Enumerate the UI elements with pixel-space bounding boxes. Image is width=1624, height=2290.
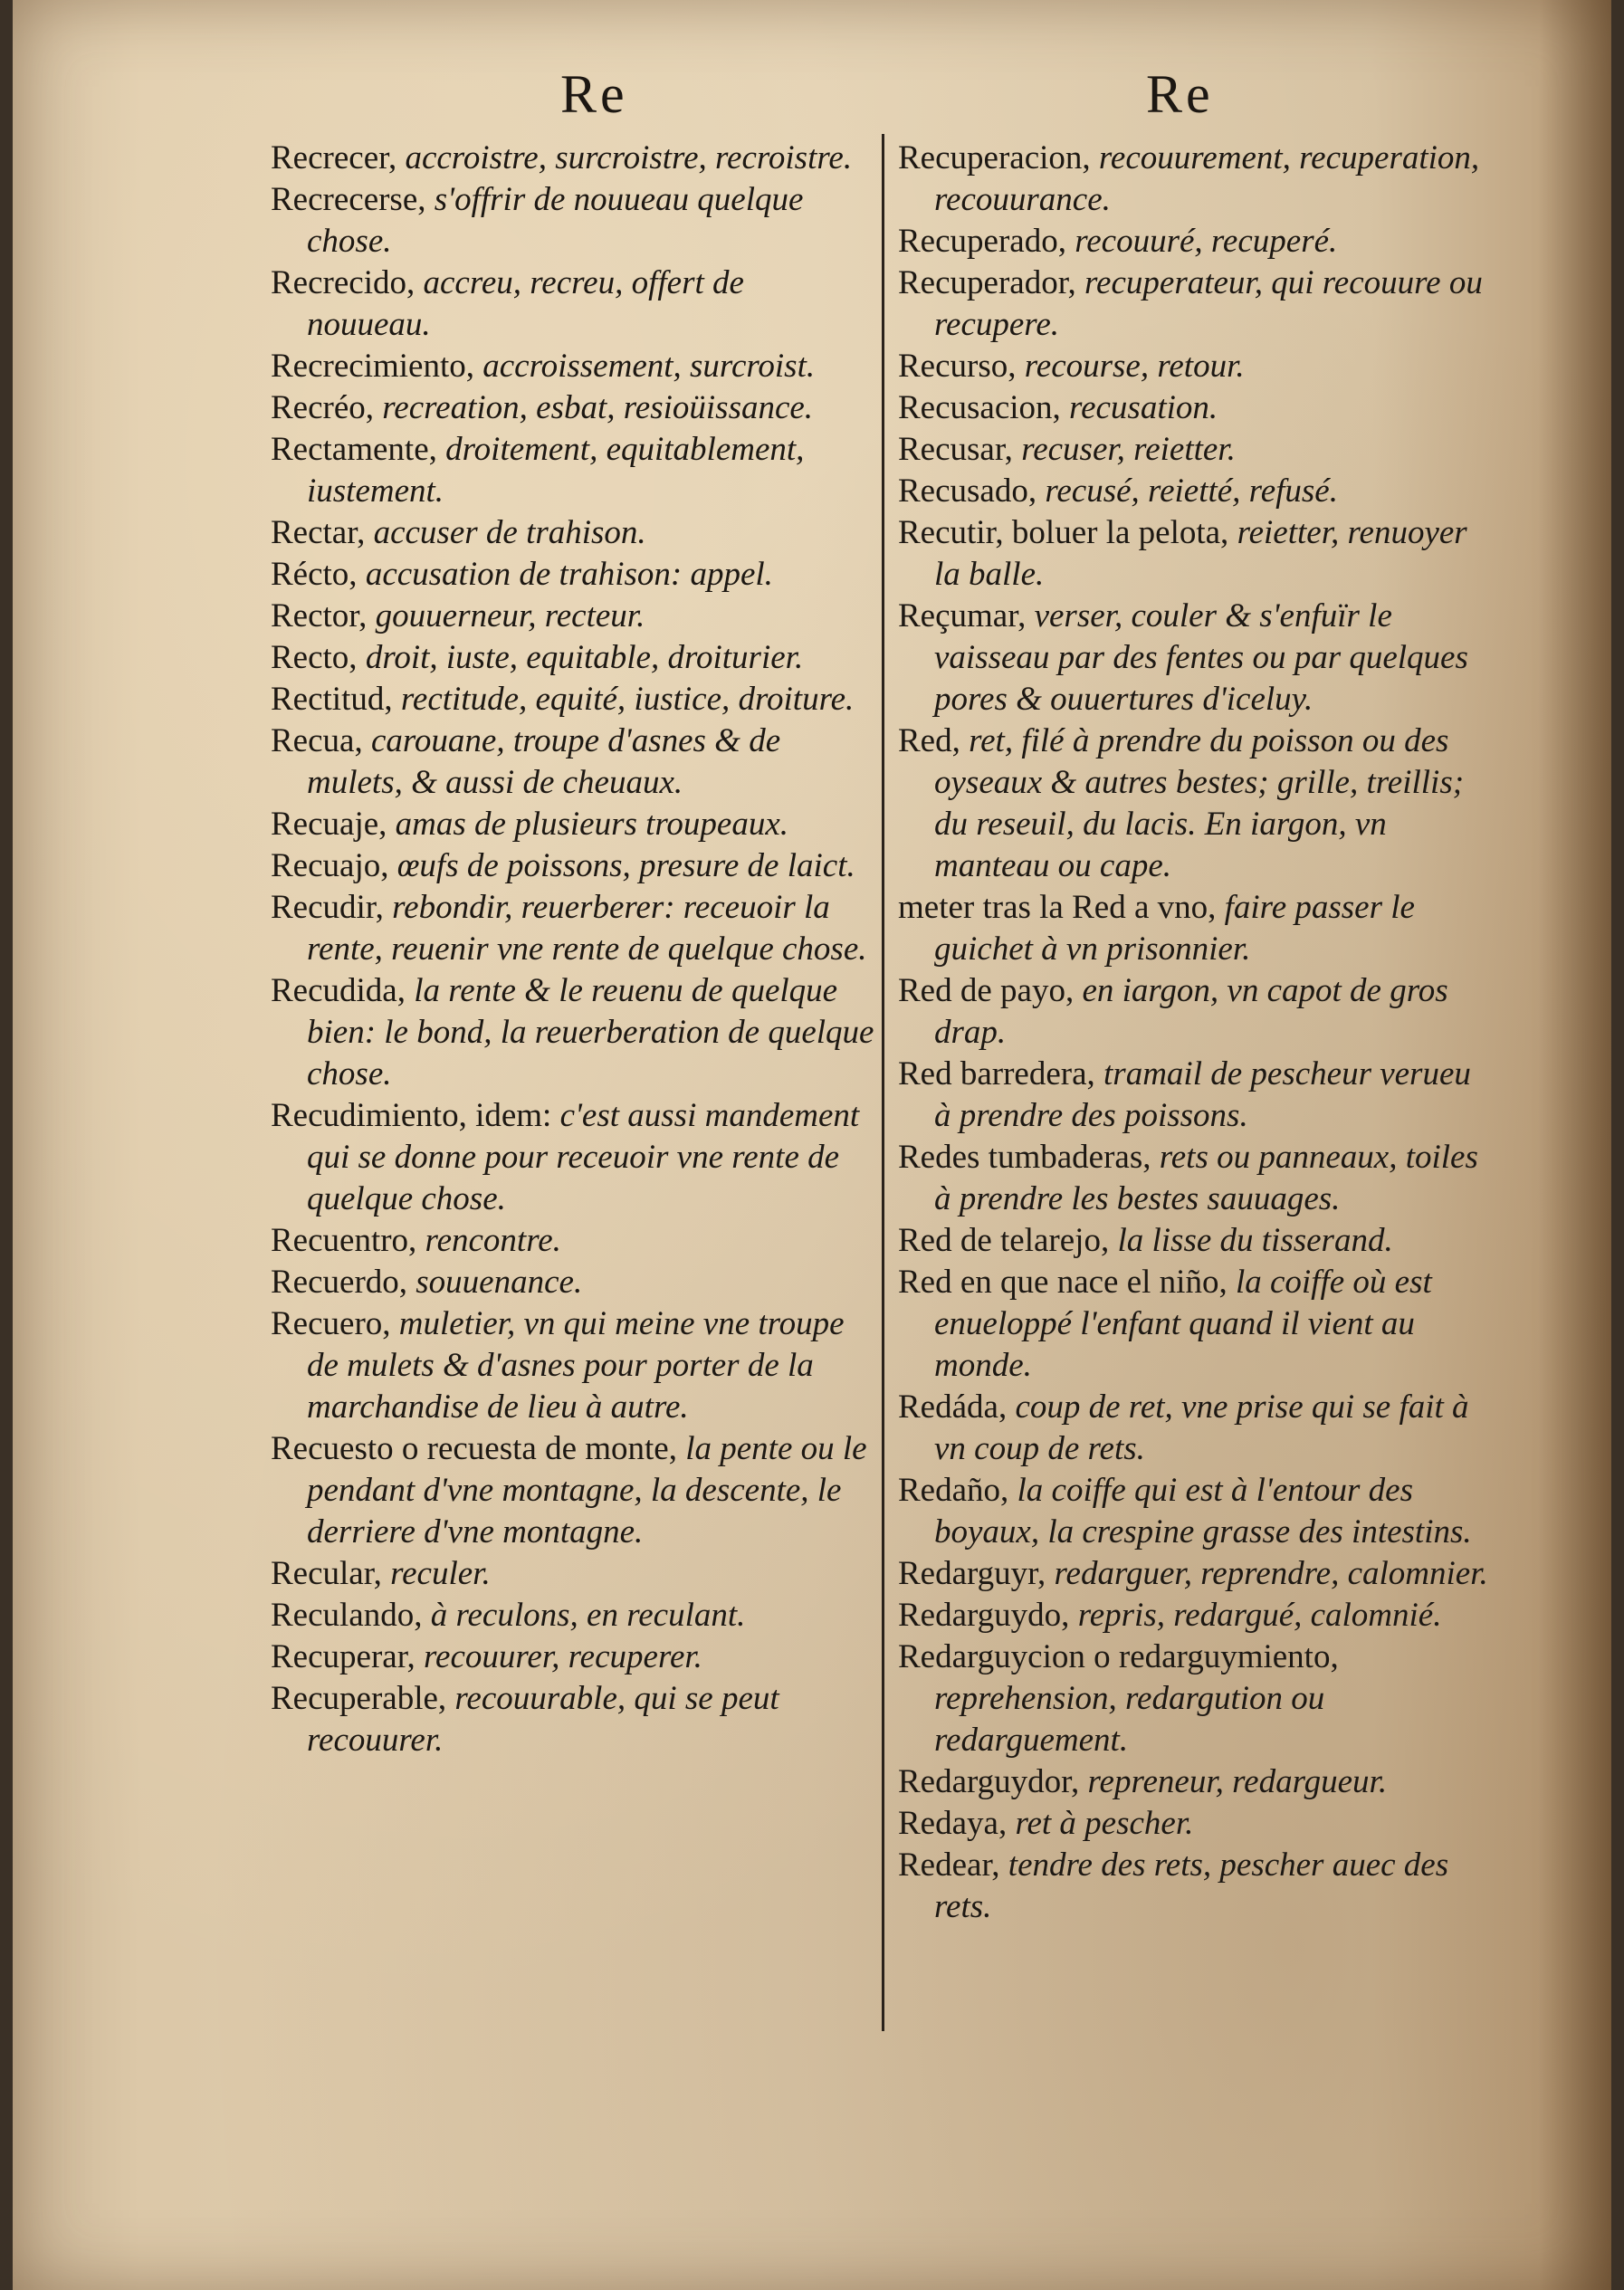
dictionary-entry	[898, 596, 1495, 720]
entry-gloss: recuperateur, qui recouure ou recupere.	[934, 264, 1483, 343]
entry-lemma: Reculando,	[271, 1597, 423, 1634]
entry-lemma: Recudimiento, idem:	[271, 1097, 552, 1134]
entry-lemma: Red,	[898, 722, 960, 759]
entry-gloss: accroistre, surcroistre, recroistre.	[405, 139, 853, 177]
entry-gloss: recourse, retour.	[1024, 348, 1245, 385]
entry-lemma: Redes tumbaderas,	[898, 1139, 1151, 1176]
entry-lemma: Recrecimiento,	[271, 348, 474, 385]
entry-lemma: Red de payo,	[898, 972, 1075, 1009]
entry-lemma: Recua,	[271, 722, 363, 759]
entry-lemma: Recto,	[271, 639, 358, 676]
page-shadow	[1539, 0, 1611, 2290]
entry-lemma: Recuperable,	[271, 1680, 447, 1717]
dictionary-entry	[271, 1595, 875, 1636]
entry-lemma: Recuperado,	[898, 223, 1066, 260]
entry-gloss: rectitude, equité, iustice, droiture.	[400, 681, 855, 718]
entry-lemma: Recuperacion,	[898, 139, 1091, 177]
entry-gloss: droit, iuste, equitable, droiturier.	[365, 639, 804, 676]
entry-lemma: Recuaje,	[271, 806, 387, 843]
entry-gloss: rebondir, reuerberer: receuoir la rente, reuenir vne rente de quelque chose.	[307, 889, 867, 968]
dictionary-entry	[898, 1803, 1495, 1845]
entry-lemma: Red barredera,	[898, 1055, 1095, 1093]
dictionary-entry	[898, 1761, 1495, 1803]
left-column	[271, 138, 875, 1761]
dictionary-entry	[898, 346, 1495, 387]
entry-gloss: amas de plusieurs troupeaux.	[395, 806, 789, 843]
entry-gloss: accreu, recreu, offert de nouueau.	[307, 264, 744, 343]
entry-lemma: Recuesto o recuesta de monte,	[271, 1430, 677, 1467]
entry-lemma: Recrecerse,	[271, 181, 426, 218]
dictionary-entry	[271, 887, 875, 970]
entry-lemma: Redarguycion o redarguymiento,	[898, 1638, 1339, 1675]
dictionary-entry	[271, 1636, 875, 1678]
entry-lemma: Recuajo,	[271, 847, 389, 884]
entry-lemma: Recuerdo,	[271, 1264, 408, 1301]
entry-lemma: Recudida,	[271, 972, 406, 1009]
dictionary-entry	[271, 387, 875, 429]
entry-gloss: recouuré, recuperé.	[1075, 223, 1338, 260]
dictionary-entry	[271, 804, 875, 845]
entry-gloss: à reculons, en reculant.	[430, 1597, 746, 1634]
entry-lemma: Recutir, boluer la pelota,	[898, 514, 1229, 551]
entry-gloss: carouane, troupe d'asnes & de mulets, & aussi de cheuaux.	[307, 722, 781, 801]
dictionary-entry	[271, 262, 875, 346]
entry-gloss: reculer.	[390, 1555, 491, 1592]
entry-gloss: tendre des rets, pescher auec des rets.	[934, 1846, 1449, 1925]
dictionary-entry	[271, 845, 875, 887]
entry-lemma: Recuero,	[271, 1305, 391, 1342]
entry-gloss: droitement, equitablement, iustement.	[307, 431, 805, 510]
entry-lemma: Recrecido,	[271, 264, 416, 301]
entry-lemma: Redarguyr,	[898, 1555, 1046, 1592]
entry-gloss: la pente ou le pendant d'vne montagne, la descente, le derriere d'vne montagne.	[307, 1430, 867, 1551]
entry-gloss: souuenance.	[416, 1264, 583, 1301]
entry-gloss: accusation de trahison: appel.	[365, 556, 773, 593]
entry-gloss: tramail de pescheur verueu à prendre des poissons.	[934, 1055, 1471, 1134]
dictionary-entry	[898, 512, 1495, 596]
dictionary-entry	[271, 554, 875, 596]
entry-gloss: faire passer le guichet à vn prisonnier.	[934, 889, 1415, 968]
dictionary-entry	[271, 1428, 875, 1553]
dictionary-entry	[898, 1845, 1495, 1928]
entry-gloss: ret, filé à prendre du poisson ou des oyseaux & autres bestes; grille, treillis; du reseuil, du lacis. En iargon, vn manteau ou cape.	[934, 722, 1465, 884]
entry-gloss: muletier, vn qui meine vne troupe de mulets & d'asnes pour porter de la marchandise de lieu à autre.	[307, 1305, 845, 1426]
book-page	[13, 0, 1611, 2290]
entry-gloss: reprehension, redargution ou redarguement.	[934, 1680, 1325, 1759]
entry-gloss: la coiffe qui est à l'entour des boyaux, la crespine grasse des intestins.	[934, 1472, 1472, 1551]
dictionary-entry	[271, 1678, 875, 1761]
entry-lemma: Recudir,	[271, 889, 384, 926]
entry-gloss: accuser de trahison.	[373, 514, 646, 551]
dictionary-entry	[898, 387, 1495, 429]
entry-lemma: Rector,	[271, 597, 368, 635]
dictionary-entry	[898, 1636, 1495, 1761]
entry-gloss: recouurer, recuperer.	[424, 1638, 702, 1675]
entry-gloss: repris, redargué, calomnié.	[1077, 1597, 1442, 1634]
dictionary-entry	[271, 720, 875, 804]
dictionary-entry	[271, 512, 875, 554]
entry-lemma: Recrecer,	[271, 139, 397, 177]
dictionary-entry	[271, 970, 875, 1095]
entry-lemma: Recusado,	[898, 472, 1037, 510]
dictionary-entry	[271, 179, 875, 262]
entry-lemma: Rectitud,	[271, 681, 393, 718]
dictionary-entry	[271, 637, 875, 679]
entry-gloss: recuser, reietter.	[1021, 431, 1236, 468]
entry-gloss: gouuerneur, recteur.	[375, 597, 645, 635]
entry-lemma: Recuperador,	[898, 264, 1076, 301]
entry-gloss: en iargon, vn capot de gros drap.	[934, 972, 1448, 1051]
entry-lemma: Reçumar,	[898, 597, 1027, 635]
entry-lemma: Recusar,	[898, 431, 1013, 468]
dictionary-entry	[898, 1054, 1495, 1137]
entry-gloss: ret à pescher.	[1015, 1805, 1194, 1842]
dictionary-entry	[271, 1262, 875, 1303]
dictionary-entry	[898, 1220, 1495, 1262]
dictionary-entry	[898, 1470, 1495, 1553]
dictionary-entry	[271, 596, 875, 637]
right-column	[898, 138, 1495, 1928]
entry-gloss: verser, couler & s'enfuïr le vaisseau par des fentes ou par quelques pores & ouuertures d'iceluy.	[934, 597, 1468, 718]
dictionary-entry	[898, 262, 1495, 346]
entry-gloss: recusation.	[1069, 389, 1218, 426]
entry-lemma: Récto,	[271, 556, 358, 593]
running-head-right: Re	[1146, 64, 1214, 124]
entry-gloss: rencontre.	[425, 1222, 561, 1259]
entry-gloss: reietter, renuoyer la balle.	[934, 514, 1467, 593]
column-divider	[882, 134, 884, 2031]
entry-gloss: redarguer, reprendre, calomnier.	[1054, 1555, 1488, 1592]
dictionary-entry	[898, 1387, 1495, 1470]
entry-gloss: recouurement, recuperation, recouurance.	[934, 139, 1480, 218]
dictionary-entry	[271, 679, 875, 720]
entry-lemma: Recuperar,	[271, 1638, 416, 1675]
entry-lemma: Recurso,	[898, 348, 1017, 385]
dictionary-entry	[898, 1137, 1495, 1220]
entry-lemma: Recréo,	[271, 389, 375, 426]
entry-gloss: recouurable, qui se peut recouurer.	[307, 1680, 779, 1759]
entry-lemma: Redear,	[898, 1846, 1000, 1884]
entry-gloss: repreneur, redargueur.	[1087, 1763, 1388, 1800]
dictionary-entry	[898, 1595, 1495, 1636]
entry-gloss: accroissement, surcroist.	[482, 348, 816, 385]
entry-lemma: meter tras la Red a vno,	[898, 889, 1217, 926]
entry-lemma: Recusacion,	[898, 389, 1061, 426]
dictionary-entry	[271, 346, 875, 387]
entry-gloss: la coiffe où est enueloppé l'enfant quand il vient au monde.	[934, 1264, 1432, 1384]
entry-lemma: Red en que nace el niño,	[898, 1264, 1228, 1301]
dictionary-entry	[898, 720, 1495, 887]
entry-lemma: Rectar,	[271, 514, 366, 551]
dictionary-entry	[898, 138, 1495, 221]
dictionary-entry	[271, 138, 875, 179]
dictionary-entry	[271, 1553, 875, 1595]
dictionary-entry	[898, 1553, 1495, 1595]
entry-gloss: rets ou panneaux, toiles à prendre les bestes sauuages.	[934, 1139, 1478, 1217]
entry-gloss: la rente & le reuenu de quelque bien: le bond, la reuerberation de quelque chose.	[307, 972, 874, 1093]
dictionary-entry	[271, 1303, 875, 1428]
dictionary-entry	[898, 970, 1495, 1054]
entry-lemma: Redarguydo,	[898, 1597, 1070, 1634]
entry-gloss: œufs de poissons, presure de laict.	[396, 847, 855, 884]
entry-gloss: recusé, reietté, refusé.	[1045, 472, 1338, 510]
entry-gloss: coup de ret, vne prise qui se fait à vn coup de rets.	[934, 1388, 1469, 1467]
dictionary-entry	[271, 1095, 875, 1220]
entry-lemma: Redaño,	[898, 1472, 1009, 1509]
entry-gloss: la lisse du tisserand.	[1117, 1222, 1393, 1259]
entry-lemma: Redáda,	[898, 1388, 1008, 1426]
entry-lemma: Rectamente,	[271, 431, 437, 468]
entry-gloss: c'est aussi mandement qui se donne pour receuoir vne rente de quelque chose.	[307, 1097, 860, 1217]
entry-lemma: Redarguydor,	[898, 1763, 1080, 1800]
dictionary-entry	[898, 471, 1495, 512]
entry-lemma: Recular,	[271, 1555, 382, 1592]
entry-lemma: Redaya,	[898, 1805, 1008, 1842]
dictionary-entry	[898, 221, 1495, 262]
entry-lemma: Red de telarejo,	[898, 1222, 1110, 1259]
running-head-left: Re	[560, 64, 628, 124]
entry-gloss: recreation, esbat, resioüissance.	[382, 389, 814, 426]
entry-lemma: Recuentro,	[271, 1222, 417, 1259]
dictionary-entry	[898, 429, 1495, 471]
dictionary-entry	[271, 429, 875, 512]
dictionary-entry	[271, 1220, 875, 1262]
dictionary-entry	[898, 887, 1495, 970]
dictionary-entry	[898, 1262, 1495, 1387]
entry-gloss: s'offrir de nouueau quelque chose.	[307, 181, 804, 260]
